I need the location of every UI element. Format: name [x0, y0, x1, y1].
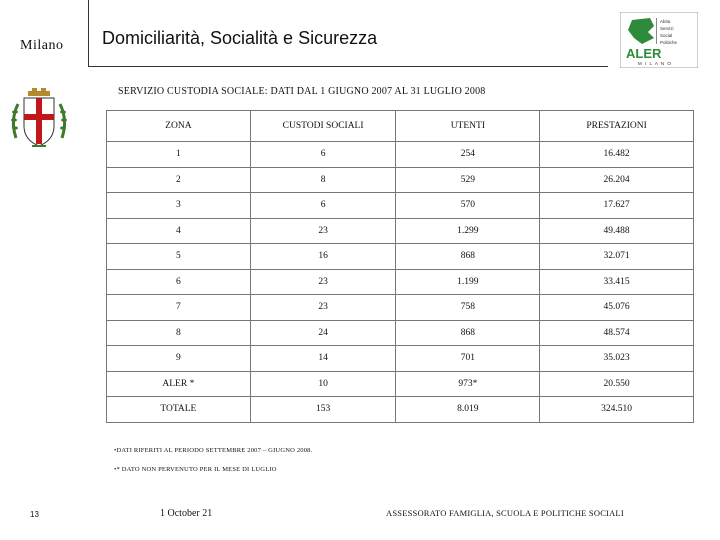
- footer-department: ASSESSORATO FAMIGLIA, SCUOLA E POLITICHE SOCIALI: [386, 508, 624, 518]
- cell-zone: TOTALE: [107, 397, 251, 423]
- cell-services: 48.574: [540, 320, 694, 346]
- cell-custodians: 8: [250, 167, 396, 193]
- logo-line-4: Politiche: [660, 40, 678, 45]
- cell-zone: 9: [107, 346, 251, 372]
- table-row: [107, 244, 694, 270]
- cell-users: 868: [396, 244, 540, 270]
- cell-users: 1.199: [396, 269, 540, 295]
- cell-zone: 6: [107, 269, 251, 295]
- left-column: [0, 0, 88, 540]
- column-header-custodians: CUSTODI SOCIALI: [250, 111, 396, 142]
- cell-custodians: 23: [250, 269, 396, 295]
- cell-services: 324.510: [540, 397, 694, 423]
- table-header-row: [107, 111, 694, 142]
- table-row: [107, 320, 694, 346]
- footnote-period: •DATI RIFERITI AL PERIODO SETTEMBRE 2007 – GIUGNO 2008.: [114, 447, 313, 454]
- header-horizontal-rule: [88, 66, 608, 67]
- table-row: [107, 371, 694, 397]
- city-name: Milano: [20, 38, 64, 53]
- cell-services: 49.488: [540, 218, 694, 244]
- logo-line-3: Social: [660, 33, 673, 38]
- logo-aler-text: ALER: [626, 46, 662, 61]
- cell-zone: 8: [107, 320, 251, 346]
- cell-users: 8.019: [396, 397, 540, 423]
- custody-data-table: [106, 110, 694, 423]
- footer-date: 1 October 21: [160, 508, 213, 519]
- cell-custodians: 23: [250, 295, 396, 321]
- cell-services: 16.482: [540, 142, 694, 168]
- page-number: 13: [30, 510, 39, 519]
- cell-custodians: 24: [250, 320, 396, 346]
- table-row: [107, 269, 694, 295]
- table-row: [107, 346, 694, 372]
- cell-custodians: 14: [250, 346, 396, 372]
- aler-logo-icon: [620, 12, 698, 68]
- logo-milano-text: M I L A N O: [638, 61, 672, 66]
- cell-zone: ALER *: [107, 371, 251, 397]
- header-vertical-rule: [88, 0, 89, 67]
- cell-users: 1.299: [396, 218, 540, 244]
- logo-line-1: Abita: [660, 19, 671, 24]
- cell-zone: 2: [107, 167, 251, 193]
- cell-services: 33.415: [540, 269, 694, 295]
- cell-zone: 3: [107, 193, 251, 219]
- table-row: [107, 142, 694, 168]
- cell-users: 570: [396, 193, 540, 219]
- cell-users: 529: [396, 167, 540, 193]
- cell-services: 20.550: [540, 371, 694, 397]
- cell-zone: 4: [107, 218, 251, 244]
- table-row: [107, 218, 694, 244]
- logo-line-2: Servizi: [660, 26, 674, 31]
- cell-zone: 7: [107, 295, 251, 321]
- cell-users: 868: [396, 320, 540, 346]
- table-total-row: [107, 397, 694, 423]
- report-subtitle: SERVIZIO CUSTODIA SOCIALE: DATI DAL 1 GIUGNO 2007 AL 31 LUGLIO 2008: [118, 86, 486, 97]
- cell-zone: 1: [107, 142, 251, 168]
- cell-services: 32.071: [540, 244, 694, 270]
- aler-logo: [620, 12, 698, 68]
- cell-users: 701: [396, 346, 540, 372]
- cell-users: 973*: [396, 371, 540, 397]
- column-header-zone: ZONA: [107, 111, 251, 142]
- cell-services: 45.076: [540, 295, 694, 321]
- column-header-services: PRESTAZIONI: [540, 111, 694, 142]
- cell-zone: 5: [107, 244, 251, 270]
- cell-services: 17.627: [540, 193, 694, 219]
- cell-services: 26.204: [540, 167, 694, 193]
- table-row: [107, 295, 694, 321]
- cell-services: 35.023: [540, 346, 694, 372]
- cell-custodians: 10: [250, 371, 396, 397]
- footnote-missing-data: •* DATO NON PERVENUTO PER IL MESE DI LUGLIO: [114, 466, 277, 473]
- table-row: [107, 167, 694, 193]
- page-title: Domiciliarità, Socialità e Sicurezza: [102, 28, 378, 48]
- cell-custodians: 153: [250, 397, 396, 423]
- milano-emblem: [6, 86, 72, 152]
- cell-custodians: 6: [250, 142, 396, 168]
- cell-custodians: 6: [250, 193, 396, 219]
- cell-users: 758: [396, 295, 540, 321]
- cell-custodians: 23: [250, 218, 396, 244]
- coat-of-arms-icon: [6, 86, 72, 152]
- cell-custodians: 16: [250, 244, 396, 270]
- cell-users: 254: [396, 142, 540, 168]
- column-header-users: UTENTI: [396, 111, 540, 142]
- table-row: [107, 193, 694, 219]
